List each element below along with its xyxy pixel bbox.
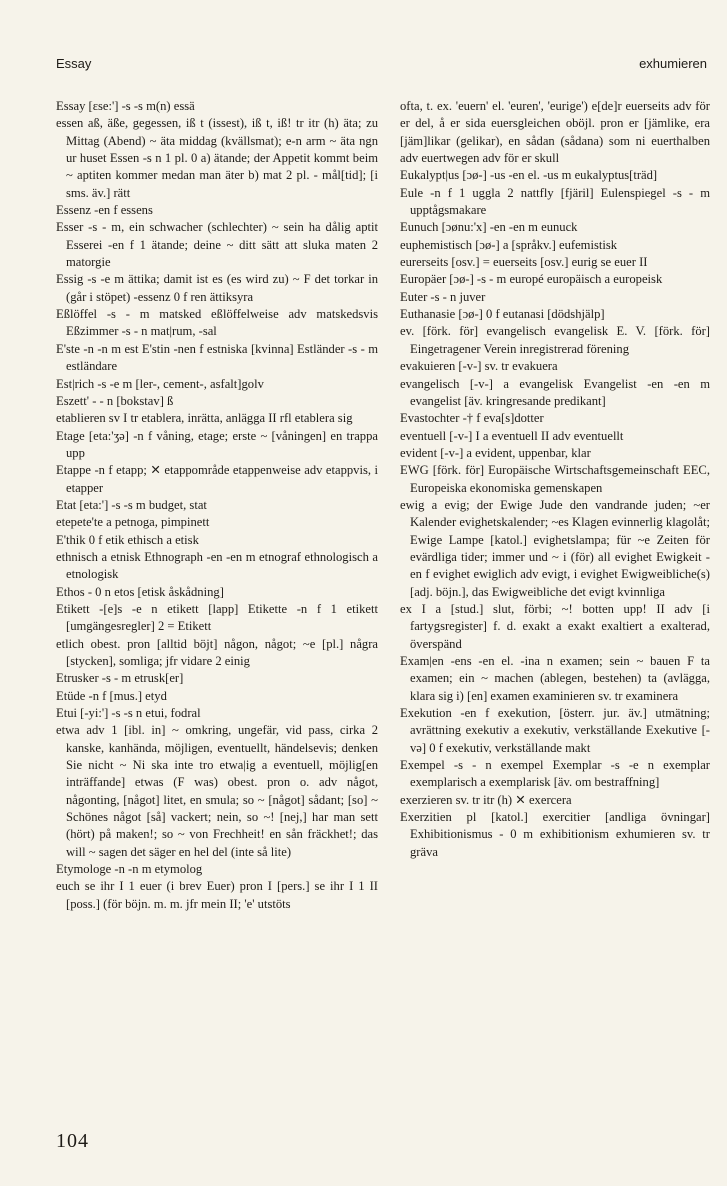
entry-etikett: Etikett -[e]s -e n etikett [lapp] Etikette -n f 1 etikett [umgängesregler] 2 = Etikett: [56, 601, 378, 634]
entry-etrusker: Etrusker -s - m etrusk[er]: [56, 671, 184, 686]
entry-eurerseits: eurerseits [osv.] = euerseits [osv.] eurig se euer II: [400, 255, 648, 270]
entry-ewig: ewig a evig; der Ewige Jude den vandrande juden; ~er Kalender evighetskalender; ~es Klagen evinnerlig klagolåt; Ewige Lampe [katol.] evighetslampa; für ~e Zeiten för evärdliga tider; immer und ~ i (för) all evighet Ewigkeit -en f evighet ewiglich adv evigt, i evighet Ewigweibliche(s) [adj. böjn.], das Ewigweibliche det evigt kvinnliga: [400, 497, 710, 599]
entry-eunuch: Eunuch [ɔønu:'x] -en -en m eunuck: [400, 220, 578, 235]
entry-etymologe: Etymologe -n -n m etymolog: [56, 862, 203, 877]
entry-etwa: etwa adv 1 [ibl. in] ~ omkring, ungefär, vid pass, cirka 2 kanske, kanhända, möjligen, eventuellt, händelsevis; denken Sie nicht ~ Ni ska inte tro etwa|ig a eventuell, möjlig[en inträffande] etwas (F was) obest. pron o. adv något, någonting, [något] litet, en smula; so ~ [något] sådant; [so] ~ Schönes något [så] vackert; nein, so ~! [nej,] har man sett (hört) på maken!; so ~ von Frechheit! en sån fräckhet!; das will ~ sagen det säger en hel del (inte så lite): [56, 723, 378, 859]
entry-euthanasie: Euthanasie [ɔø-] 0 f eutanasi [dödshjälp]: [400, 307, 605, 322]
left-column: [56, 98, 378, 913]
right-column: [400, 98, 710, 861]
entry-etüde: Etüde -n f [mus.] etyd: [56, 688, 167, 703]
entry-essig: Essig -s -e m ättika; damit ist es (es wird zu) ~ F det torkar in (går i stöpet) -essenz 0 f ren ättiksyra: [56, 272, 378, 304]
entry-examen: Exam|en -ens -en el. -ina n examen; sein ~ bauen F ta examen; ein ~ machen (ablegen, bestehen) ta (avlägga, klara sig i) [en] examen examinieren sv. tr examinera: [400, 654, 710, 703]
entry-eukalyptus: Eukalypt|us [ɔø-] -us -en el. -us m eukalyptus[träd]: [400, 168, 658, 183]
entry-eule: Eule -n f 1 uggla 2 nattfly [fjäril] Eulenspiegel -s - m upptågsmakare: [400, 185, 710, 218]
entry-etage: Etage [eta:'ʒə] -n f våning, etage; erste ~ [våningen] en trappa upp: [56, 428, 378, 460]
header-right-guide-word: exhumieren: [639, 56, 707, 71]
entry-evastochter: Evastochter -† f eva[s]dotter: [400, 411, 544, 426]
entry-evakuieren: evakuieren [-v-] sv. tr evakuera: [400, 359, 558, 374]
entry-exempel: Exempel -s - n exempel Exemplar -s -e n exemplar exemplarisch a exemplarisk [äv. om bestraffning]: [400, 758, 710, 790]
entry-evident: evident [-v-] a evident, uppenbar, klar: [400, 445, 591, 460]
entry-exerzitien: Exerzitien pl [katol.] exercitier [andliga övningar] Exhibitionismus - 0 m exhibitionism exhumieren sv. tr gräva: [400, 810, 710, 859]
entry-ev: ev. [förk. för] evangelisch evangelisk E. V. [förk. för] Eingetragener Verein inregistrerad förening: [400, 324, 710, 356]
entry-eventuell: eventuell [-v-] I a eventuell II adv eventuellt: [400, 428, 624, 443]
entry-ethnisch: ethnisch a etnisk Ethnograph -en -en m etnograf ethnologisch a etnologisk: [56, 549, 378, 582]
entry-etablieren: etablieren sv I tr etablera, inrätta, anlägga II rfl etablera sig: [56, 411, 353, 426]
page-number: 104: [56, 1130, 89, 1152]
entry-essen: essen aß, äße, gegessen, iß t (issest), iß t, iß! tr itr (h) äta; zu Mittag (Abend) ~ äta middag (kvällsmat); e-n arm ~ äta ngn ur huset Essen -s n 1 pl. 0 a) ätande; der Appetit kommt beim ~ aptiten kommer medan man äter b) mat 2 pl. - mål[tid]; [i sms. äv.] rätt: [56, 116, 378, 200]
entry-etat: Etat [eta:'] -s -s m budget, stat: [56, 497, 207, 512]
entry-estrich: Est|rich -s -e m [ler-, cement-, asfalt]golv: [56, 376, 264, 391]
entry-continuation: ofta, t. ex. 'euern' el. 'euren', 'eurige') e[de]r euerseits adv för er del, å er sida euersgleichen oböjl. pron er [jämlike, era [jäm]likar (gelikar), en sådan (sådana) som ni euerthalben adv euertwegen adv för er skull: [400, 99, 710, 166]
entry-euch: euch se ihr I 1 euer (i brev Euer) pron I [pers.] se ihr I 1 II [poss.] (för böjn. m. m. jfr mein II; 'e' utstöts: [56, 879, 378, 911]
entry-ewg: EWG [förk. för] Europäische Wirtschaftsgemeinschaft EEC, Europeiska ekonomiska gemenskapen: [400, 463, 710, 495]
entry-ethik: E'thik 0 f etik ethisch a etisk: [56, 532, 199, 547]
entry-europäer: Europäer [ɔø-] -s - m europé europäisch a europeisk: [400, 272, 663, 287]
header-left-guide-word: Essay: [56, 56, 92, 71]
entry-etlich: etlich obest. pron [alltid böjt] någon, något; ~e [pl.] några [stycken], somliga; jfr vidare 2 einig: [56, 636, 378, 668]
entry-ethos: Ethos - 0 n etos [etisk åskådning]: [56, 584, 224, 599]
entry-etui: Etui [-yi:'] -s -s n etui, fodral: [56, 706, 201, 721]
entry-evangelisch: evangelisch [-v-] a evangelisk Evangelist -en -en m evangelist [äv. kringresande predikant]: [400, 376, 710, 408]
entry-essay: Essay [ɛse:'] -s -s m(n) essä: [56, 99, 195, 113]
entry-exerzieren: exerzieren sv. tr itr (h) ✕ exercera: [400, 792, 572, 807]
entry-esser: Esser -s - m, ein schwacher (schlechter) ~ sein ha dålig aptit Esserei -en f 1 ätande; deine ~ ditt sätt att sluka maten 2 matorgie: [56, 220, 378, 270]
entry-exekution: Exekution -en f exekution, [österr. jur. äv.] utmätning; avrättning exekutiv a exekutiv, verkställande Exekutive [-və] 0 f exekutiv, verkställande makt: [400, 706, 710, 755]
entry-euter: Euter -s - n juver: [400, 289, 486, 304]
entry-ex: ex I a [stud.] slut, förbi; ~! botten upp! II adv [i fartygsregister] f. d. exakt a exakt exaltiert a exalterad, överspänd: [400, 601, 710, 651]
entry-essenz: Essenz -en f essens: [56, 203, 153, 218]
entry-eszett: Eszett' - - n [bokstav] ß: [56, 393, 174, 408]
entry-esslöffel: Eßlöffel -s - m matsked eßlöffelweise adv matskedsvis Eßzimmer -s - n mat|rum, -sal: [56, 307, 378, 339]
entry-euphemistisch: euphemistisch [ɔø-] a [språkv.] eufemistisk: [400, 237, 618, 252]
entry-este: E'ste -n -n m est E'stin -nen f estniska [kvinna] Estländer -s - m estländare: [56, 341, 378, 374]
entry-etappe: Etappe -n f etapp; ✕ etappområde etappenweise adv etappvis, i etapper: [56, 463, 378, 495]
entry-etepetete: etepete'te a petnoga, pimpinett: [56, 515, 210, 530]
